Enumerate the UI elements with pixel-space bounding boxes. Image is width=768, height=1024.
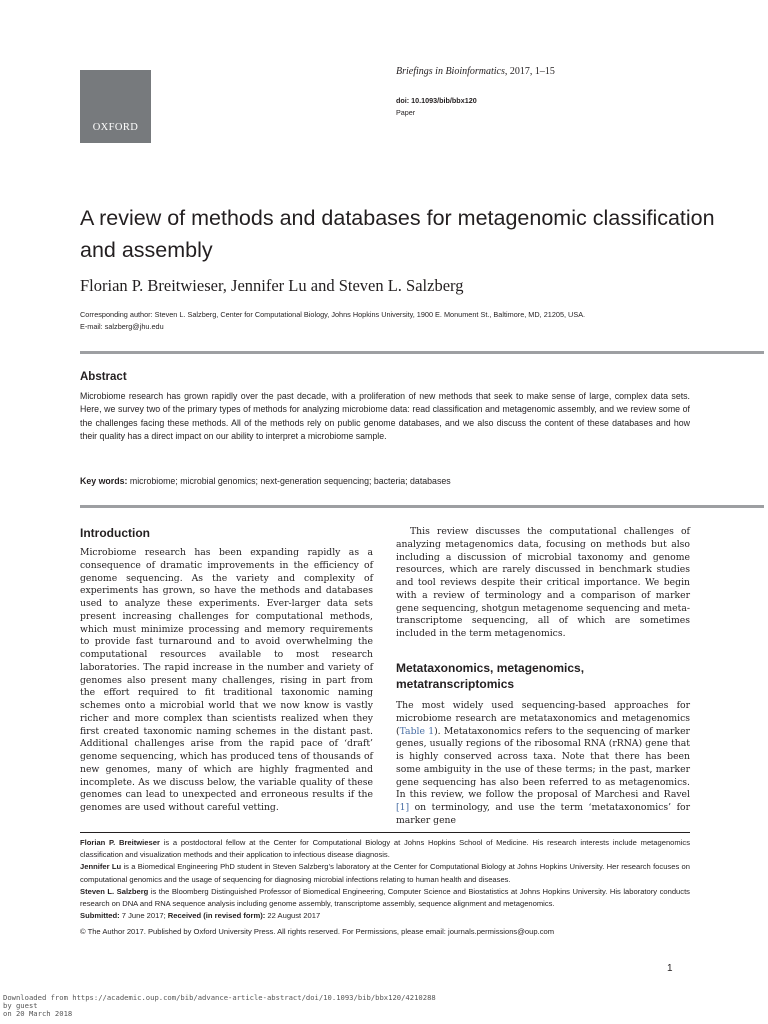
footnote-bio: is a Biomedical Engineering PhD student in Steven Salzberg’s laboratory at the Center for Computational Biology at Johns Hopkins University. Her research focuses on computational genomics and the usage of sequencing for diagnosing microbial infections relating to human health and diseases. (80, 862, 690, 884)
meta-text-3: on terminology, and use the term ‘metataxonomics’ for marker gene (396, 802, 690, 826)
reference-1-link[interactable]: [1] (396, 802, 410, 813)
footnote-salzberg (80, 886, 690, 910)
submitted-label: Submitted: (80, 911, 120, 921)
journal-name: Briefings in Bioinformatics (396, 66, 505, 77)
corresponding-address: Corresponding author: Steven L. Salzberg, Center for Computational Biology, Johns Hopkins University, 1900 E. Monument St., Baltimore, MD, 21205, USA. (80, 310, 586, 319)
keywords-label: Key words: (80, 476, 128, 486)
corresponding-email[interactable]: E-mail: salzberg@jhu.edu (80, 322, 164, 331)
submitted-date: 7 June 2017; (119, 911, 168, 921)
author-footnotes (80, 837, 690, 939)
divider-abstract (80, 505, 764, 508)
review-overview-paragraph: This review discusses the computational challenges of analyzing metagenomics data, focusing on methods but also including a discussion of microbial taxonomy and genome resources, which are rarely discussed in benchmark studies and tool reviews despite their critical importance. We begin with a review of terminology and a comparison of marker gene sequencing, shotgun metagenome sequencing and meta-transcriptome sequencing, all of which are sometimes included in the term metagenomics. (396, 526, 690, 639)
keywords (80, 476, 451, 486)
doi[interactable]: doi: 10.1093/bib/bbx120 (396, 96, 477, 105)
download-line: Downloaded from https://academic.oup.com/bib/advance-article-abstract/doi/10.1093/bib/bbx120/4210288 (3, 993, 436, 1002)
logo-text: OXFORD (92, 122, 139, 133)
footnote-name: Steven L. Salzberg (80, 886, 149, 896)
abstract-heading: Abstract (80, 371, 127, 383)
footnote-breitwieser (80, 837, 690, 861)
copyright: © The Author 2017. Published by Oxford University Press. All rights reserved. For Permissions, please email: journals.permissions@oup.com (80, 927, 555, 937)
footnote-name: Jennifer Lu (80, 862, 122, 872)
download-line: on 20 March 2018 (3, 1009, 73, 1018)
introduction-text: Microbiome research has been expanding rapidly as a consequence of dramatic improvements in the efficiency of genome sequencing. As the variety and complexity of experiments has grown, so have the methods and databases used to analyze these experiments. Ever-larger data sets present increasing challenges for computational methods, which must minimize processing and memory requirements to provide fast turnaround and to avoid overwhelming the computational resources available to most research laboratories. The rapid increase in the number and variety of genomes also present many challenges, rising in part from the effort required to fit traditional taxonomic naming schemes onto a microbial world that we now know is vastly richer and more complex than scientists realized when they first created taxonomic naming schemes in the distant past. Additional challenges arise from the rapid pace of ‘draft’ genome sequencing, which has produced tens of thousands of new genomes, many of which are highly fragmented and incomplete. As we discuss below, the variable quality of these genomes can lead to unexpected and erroneous results if the genomes are used without careful vetting. (80, 547, 373, 813)
metataxonomics-heading: Metataxonomics, metagenomics, metatranscriptomics (396, 661, 585, 691)
authors: Florian P. Breitwieser, Jennifer Lu and Steven L. Salzberg (80, 276, 464, 295)
footnote-name: Florian P. Breitwieser (80, 838, 160, 847)
journal-citation (396, 66, 555, 77)
abstract-text: Microbiome research has grown rapidly over the past decade, with a proliferation of new methods that seek to make sense of large, complex data sets. Here, we survey two of the primary types of methods for analyzing microbiome data: read classification and metagenomic assembly, and we review some of the challenges facing these methods. All of the methods rely on public genome databases, and we also discuss the content of these databases and how their quality has a direct impact on our ability to interpret a microbiome sample. (80, 391, 690, 442)
footnote-bio: is the Bloomberg Distinguished Professor of Biomedical Engineering, Computer Science and Biostatistics at Johns Hopkins University. His laboratory conducts research on DNA and RNA sequence analysis including genome assembly, transcriptome assembly, sequence alignment and metagenomics. (80, 886, 690, 909)
submission-dates (80, 910, 690, 922)
received-date: 22 August 2017 (265, 911, 321, 921)
received-label: Received (in revised form): (167, 911, 266, 921)
paper-title: A review of methods and databases for metagenomic classification and assembly (80, 206, 715, 262)
paper-type: Paper (396, 108, 416, 117)
journal-year-pages: , 2017, 1–15 (504, 66, 555, 77)
download-watermark (3, 994, 436, 1018)
metataxonomics-text (396, 700, 690, 828)
introduction-heading: Introduction (80, 526, 150, 540)
meta-text-1: The most widely used sequencing-based approaches for microbiome research are metataxonomics and metagenomics ( (396, 700, 690, 737)
footnote-bio: is a postdoctoral fellow at the Center for Computational Biology at Johns Hopkins School of Medicine. His research interests include metagenomics classification and visualization methods and their application to infectious disease diagnosis. (80, 838, 690, 860)
table-1-link[interactable]: Table 1 (399, 725, 435, 737)
keywords-value: microbiome; microbial genomics; next-generation sequencing; bacteria; databases (127, 476, 451, 486)
page-number: 1 (667, 963, 673, 974)
divider-top (80, 351, 764, 354)
corresponding-author (80, 309, 740, 333)
footnote-lu (80, 861, 690, 885)
oxford-logo (80, 70, 151, 143)
meta-text-2: ). Metataxonomics refers to the sequencing of marker genes, usually regions of the ribosomal RNA (rRNA) gene that is highly conserved across taxa. Note that there has been some ambiguity in the use of these terms; in the past, marker gene sequencing has also been referred to as metagenomics. In this review, we follow the proposal of Marchesi and Ravel (396, 725, 690, 801)
download-line: by guest (3, 1001, 38, 1010)
footnote-divider (80, 832, 690, 833)
